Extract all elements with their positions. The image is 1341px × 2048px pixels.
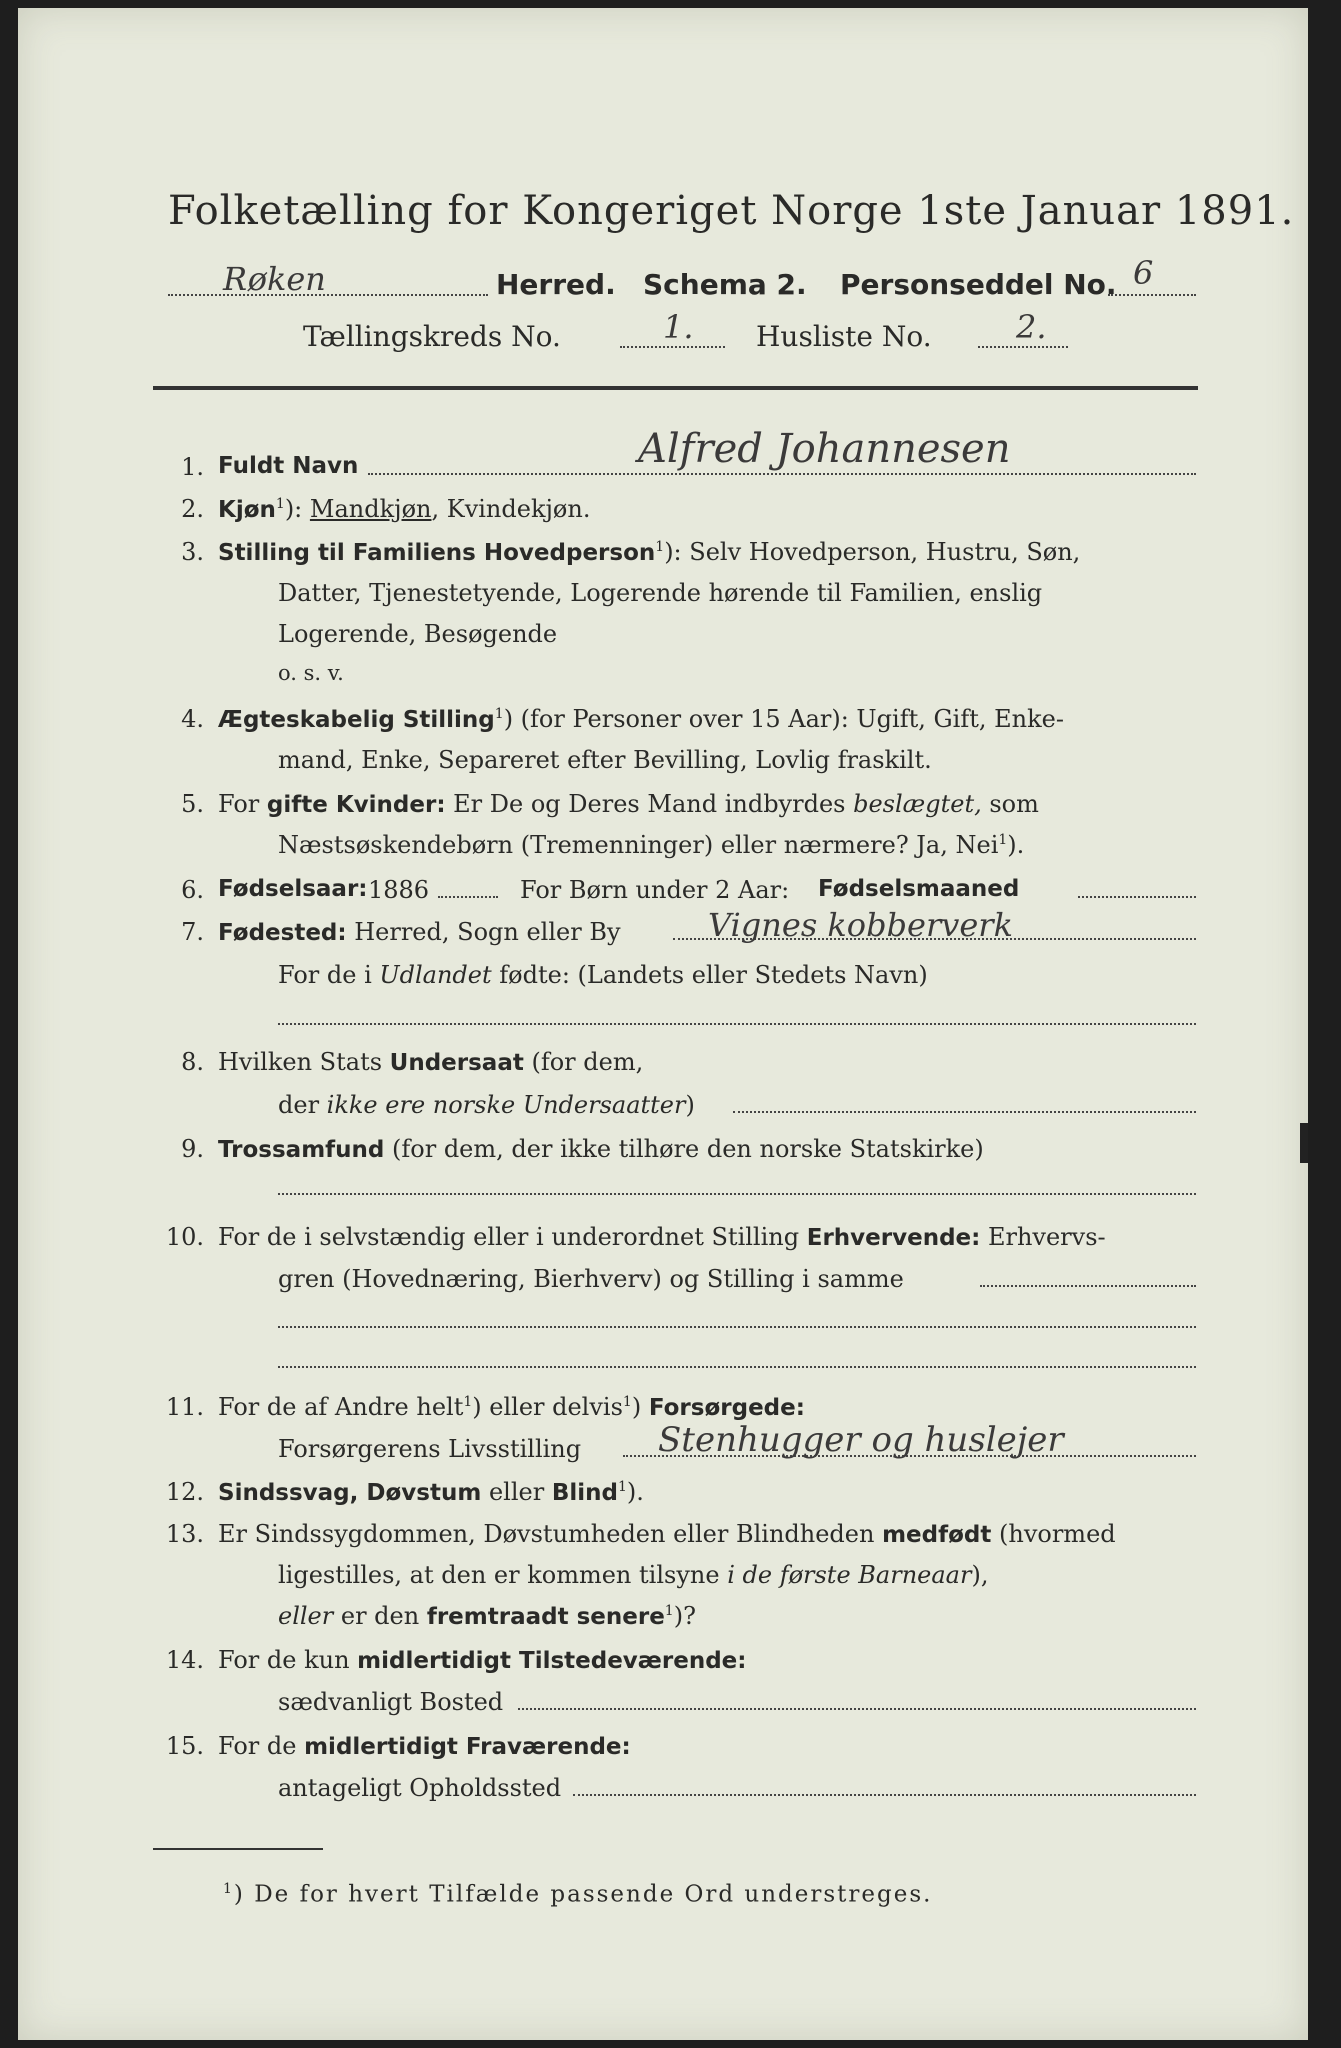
q4-sup: 1 [494, 706, 504, 722]
q12-mid: eller [481, 1478, 552, 1506]
q4-rest: ) (for Personer over 15 Aar): Ugift, Gift, Enke- [503, 705, 1064, 733]
q11-mid2: ) [631, 1393, 649, 1421]
q3-number: 3. [181, 538, 204, 566]
q2-number: 2. [181, 495, 204, 523]
q10-line1-dots [980, 1285, 1196, 1287]
q15-label: midlertidigt Fraværende: [304, 1734, 631, 1760]
q8-pre: Hvilken Stats [218, 1048, 390, 1076]
husliste-value: 2. [1016, 308, 1047, 346]
q15-number: 15. [165, 1732, 204, 1760]
q7-blank-line [278, 1023, 1196, 1025]
q2-label: Kjøn [218, 497, 276, 523]
q11-sup2: 1 [622, 1394, 632, 1410]
q14-line2: sædvanligt Bosted [278, 1688, 504, 1716]
q14-label: midlertidigt Tilstedeværende: [357, 1648, 747, 1674]
q5-line1 [218, 790, 1039, 818]
q13-number: 13. [165, 1520, 204, 1548]
q11-line1 [218, 1393, 805, 1421]
q2-colon: ): [284, 495, 303, 523]
husliste-line [978, 346, 1068, 348]
herred-line [168, 294, 488, 296]
q11-number: 11. [165, 1393, 204, 1421]
q8-rest: (for dem, [523, 1048, 644, 1076]
q6-line1 [438, 896, 498, 898]
q13-line2 [278, 1561, 988, 1589]
q11-label: Forsørgede: [648, 1395, 805, 1421]
binding-mark [1300, 1123, 1308, 1163]
q4-label: Ægteskabelig Stilling [218, 707, 495, 733]
q5-line2 [278, 831, 1024, 859]
personseddel-value: 6 [1133, 254, 1154, 292]
q5-pre: For [218, 790, 267, 818]
q13-line2-end: ), [971, 1561, 989, 1589]
q2-sup: 1 [275, 496, 285, 512]
q8-line1 [218, 1048, 643, 1076]
census-form-page [18, 8, 1308, 2040]
q13-line3 [278, 1602, 696, 1630]
q5-italic: beslægtet, [853, 790, 982, 818]
q5-number: 5. [181, 790, 204, 818]
footnote-sup: 1 [223, 1881, 234, 1897]
q12-label2: Blind [551, 1480, 618, 1506]
q8-line2-pre: der [278, 1091, 327, 1119]
q6-value: 1886 [368, 876, 430, 904]
q15-line2: antageligt Opholdssted [278, 1774, 562, 1802]
q15-pre: For de [218, 1732, 305, 1760]
q13-pre: Er Sindssygdommen, Døvstumheden eller Blindheden [218, 1520, 883, 1548]
q10-line2: gren (Hovednæring, Bierhverv) og Stilling i samme [278, 1265, 904, 1293]
q13-line2-italic: i de første Barneaar [727, 1561, 972, 1589]
q6-label2: Fødselsmaaned [818, 876, 1020, 902]
q11-value: Stenhugger og huslejer [658, 1420, 1064, 1460]
q12-number: 12. [165, 1478, 204, 1506]
q3-rest: ): Selv Hovedperson, Hustru, Søn, [664, 538, 1081, 566]
herred-value: Røken [223, 260, 326, 298]
q9-line1 [218, 1135, 984, 1163]
q13-line3-label: fremtraadt senere [426, 1604, 665, 1630]
q9-rest: (for dem, der ikke tilhøre den norske Statskirke) [384, 1135, 984, 1163]
footnote [223, 1881, 932, 1908]
q12-line1 [218, 1478, 644, 1506]
q5-line2-text: Næstsøskendebørn (Tremenninger) eller nærmere? Ja, Nei [278, 831, 999, 859]
q6-label: Fødselsaar: [218, 876, 368, 902]
q12-label: Sindssvag, Døvstum [218, 1480, 482, 1506]
q7-rest: Herred, Sogn eller By [346, 918, 621, 946]
q7-number: 7. [181, 918, 204, 946]
q14-number: 14. [165, 1646, 204, 1674]
q7-label: Fødested: [218, 920, 347, 946]
q5-line2-end: ). [1007, 831, 1025, 859]
q10-line1 [218, 1223, 1106, 1251]
q1-number: 1. [181, 453, 204, 481]
personseddel-line [1108, 294, 1196, 296]
q10-rest: Erhvervs- [980, 1223, 1106, 1251]
q15-line1 [218, 1732, 631, 1760]
q5-end: som [981, 790, 1039, 818]
q14-line [518, 1708, 1196, 1710]
q7-line1 [218, 918, 621, 946]
q5-rest: Er De og Deres Mand indbyrdes [445, 790, 854, 818]
header-rule [153, 386, 1198, 390]
q8-label: Undersaat [389, 1050, 524, 1076]
q7-line2-mid: fødte: (Landets eller Stedets Navn) [491, 961, 928, 989]
q3-sup: 1 [655, 539, 665, 555]
footnote-rule [153, 1848, 323, 1850]
q3-line4: o. s. v. [278, 661, 344, 685]
q5-sup: 1 [998, 832, 1008, 848]
q8-line2-italic: ikke ere norske Undersaatter [326, 1091, 686, 1119]
form-title: Folketælling for Kongeriget Norge 1ste Januar 1891. [168, 188, 1295, 234]
q3-line2: Datter, Tjenestetyende, Logerende hørende til Familien, enslig [278, 579, 1043, 607]
q11-pre: For de af Andre helt [218, 1393, 464, 1421]
q13-sup: 1 [664, 1603, 674, 1619]
q13-line1 [218, 1520, 1116, 1548]
q2-option-female: , Kvindekjøn. [431, 495, 591, 523]
q7-line2-italic: Udlandet [379, 961, 492, 989]
q8-line2-end: ) [685, 1091, 695, 1119]
q1-value: Alfred Johannesen [638, 426, 1011, 472]
q7-value: Vignes kobberverk [708, 906, 1013, 944]
q2-text [218, 495, 590, 523]
q10-number: 10. [165, 1223, 204, 1251]
q10-line2-dots [278, 1326, 1196, 1328]
q13-line3-italic: eller [278, 1602, 334, 1630]
personseddel-label: Personseddel No. [840, 268, 1117, 301]
q13-rest: (hvormed [991, 1520, 1116, 1548]
q9-label: Trossamfund [218, 1137, 385, 1163]
q14-line1 [218, 1646, 746, 1674]
schema-label: Schema 2. [643, 268, 807, 301]
q13-line3-end: )? [673, 1602, 696, 1630]
q6-mid: For Børn under 2 Aar: [520, 876, 790, 904]
footnote-text: ) De for hvert Tilfælde passende Ord understreges. [233, 1881, 933, 1908]
q13-line2-pre: ligestilles, at den er kommen tilsyne [278, 1561, 728, 1589]
q7-line2-pre: For de i [278, 961, 380, 989]
q9-number: 9. [181, 1135, 204, 1163]
q8-line [733, 1111, 1196, 1113]
q9-line [278, 1193, 1196, 1195]
q10-label: Erhvervende: [806, 1225, 981, 1251]
husliste-label: Husliste No. [756, 320, 932, 353]
q13-label: medfødt [882, 1522, 992, 1548]
q10-line3-dots [278, 1366, 1196, 1368]
q4-line1 [218, 705, 1064, 733]
q12-end: ). [626, 1478, 644, 1506]
q6-line2 [1078, 896, 1196, 898]
q6-number: 6. [181, 876, 204, 904]
q3-line1 [218, 538, 1080, 566]
q7-line2 [278, 961, 928, 989]
q8-line2 [278, 1091, 695, 1119]
q4-number: 4. [181, 705, 204, 733]
q1-label: Fuldt Navn [218, 453, 359, 479]
q4-line2: mand, Enke, Separeret efter Bevilling, Lovlig fraskilt. [278, 746, 932, 774]
kreds-line [620, 346, 725, 348]
q11-line2: Forsørgerens Livsstilling [278, 1435, 582, 1463]
q2-option-male: Mandkjøn [309, 495, 432, 523]
q5-label: gifte Kvinder: [266, 792, 446, 818]
q14-pre: For de kun [218, 1646, 358, 1674]
kreds-value: 1. [663, 308, 694, 346]
q1-line [368, 473, 1196, 475]
q11-mid: ) eller delvis [472, 1393, 623, 1421]
q12-sup: 1 [617, 1479, 627, 1495]
q11-sup: 1 [463, 1394, 473, 1410]
q10-pre: For de i selvstændig eller i underordnet Stilling [218, 1223, 807, 1251]
q8-number: 8. [181, 1048, 204, 1076]
q13-line3-mid: er den [333, 1602, 427, 1630]
q3-line3: Logerende, Besøgende [278, 620, 558, 648]
q15-line [573, 1794, 1196, 1796]
kreds-label: Tællingskreds No. [303, 320, 561, 353]
herred-label: Herred. [496, 268, 616, 301]
q3-label: Stilling til Familiens Hovedperson [218, 540, 656, 566]
